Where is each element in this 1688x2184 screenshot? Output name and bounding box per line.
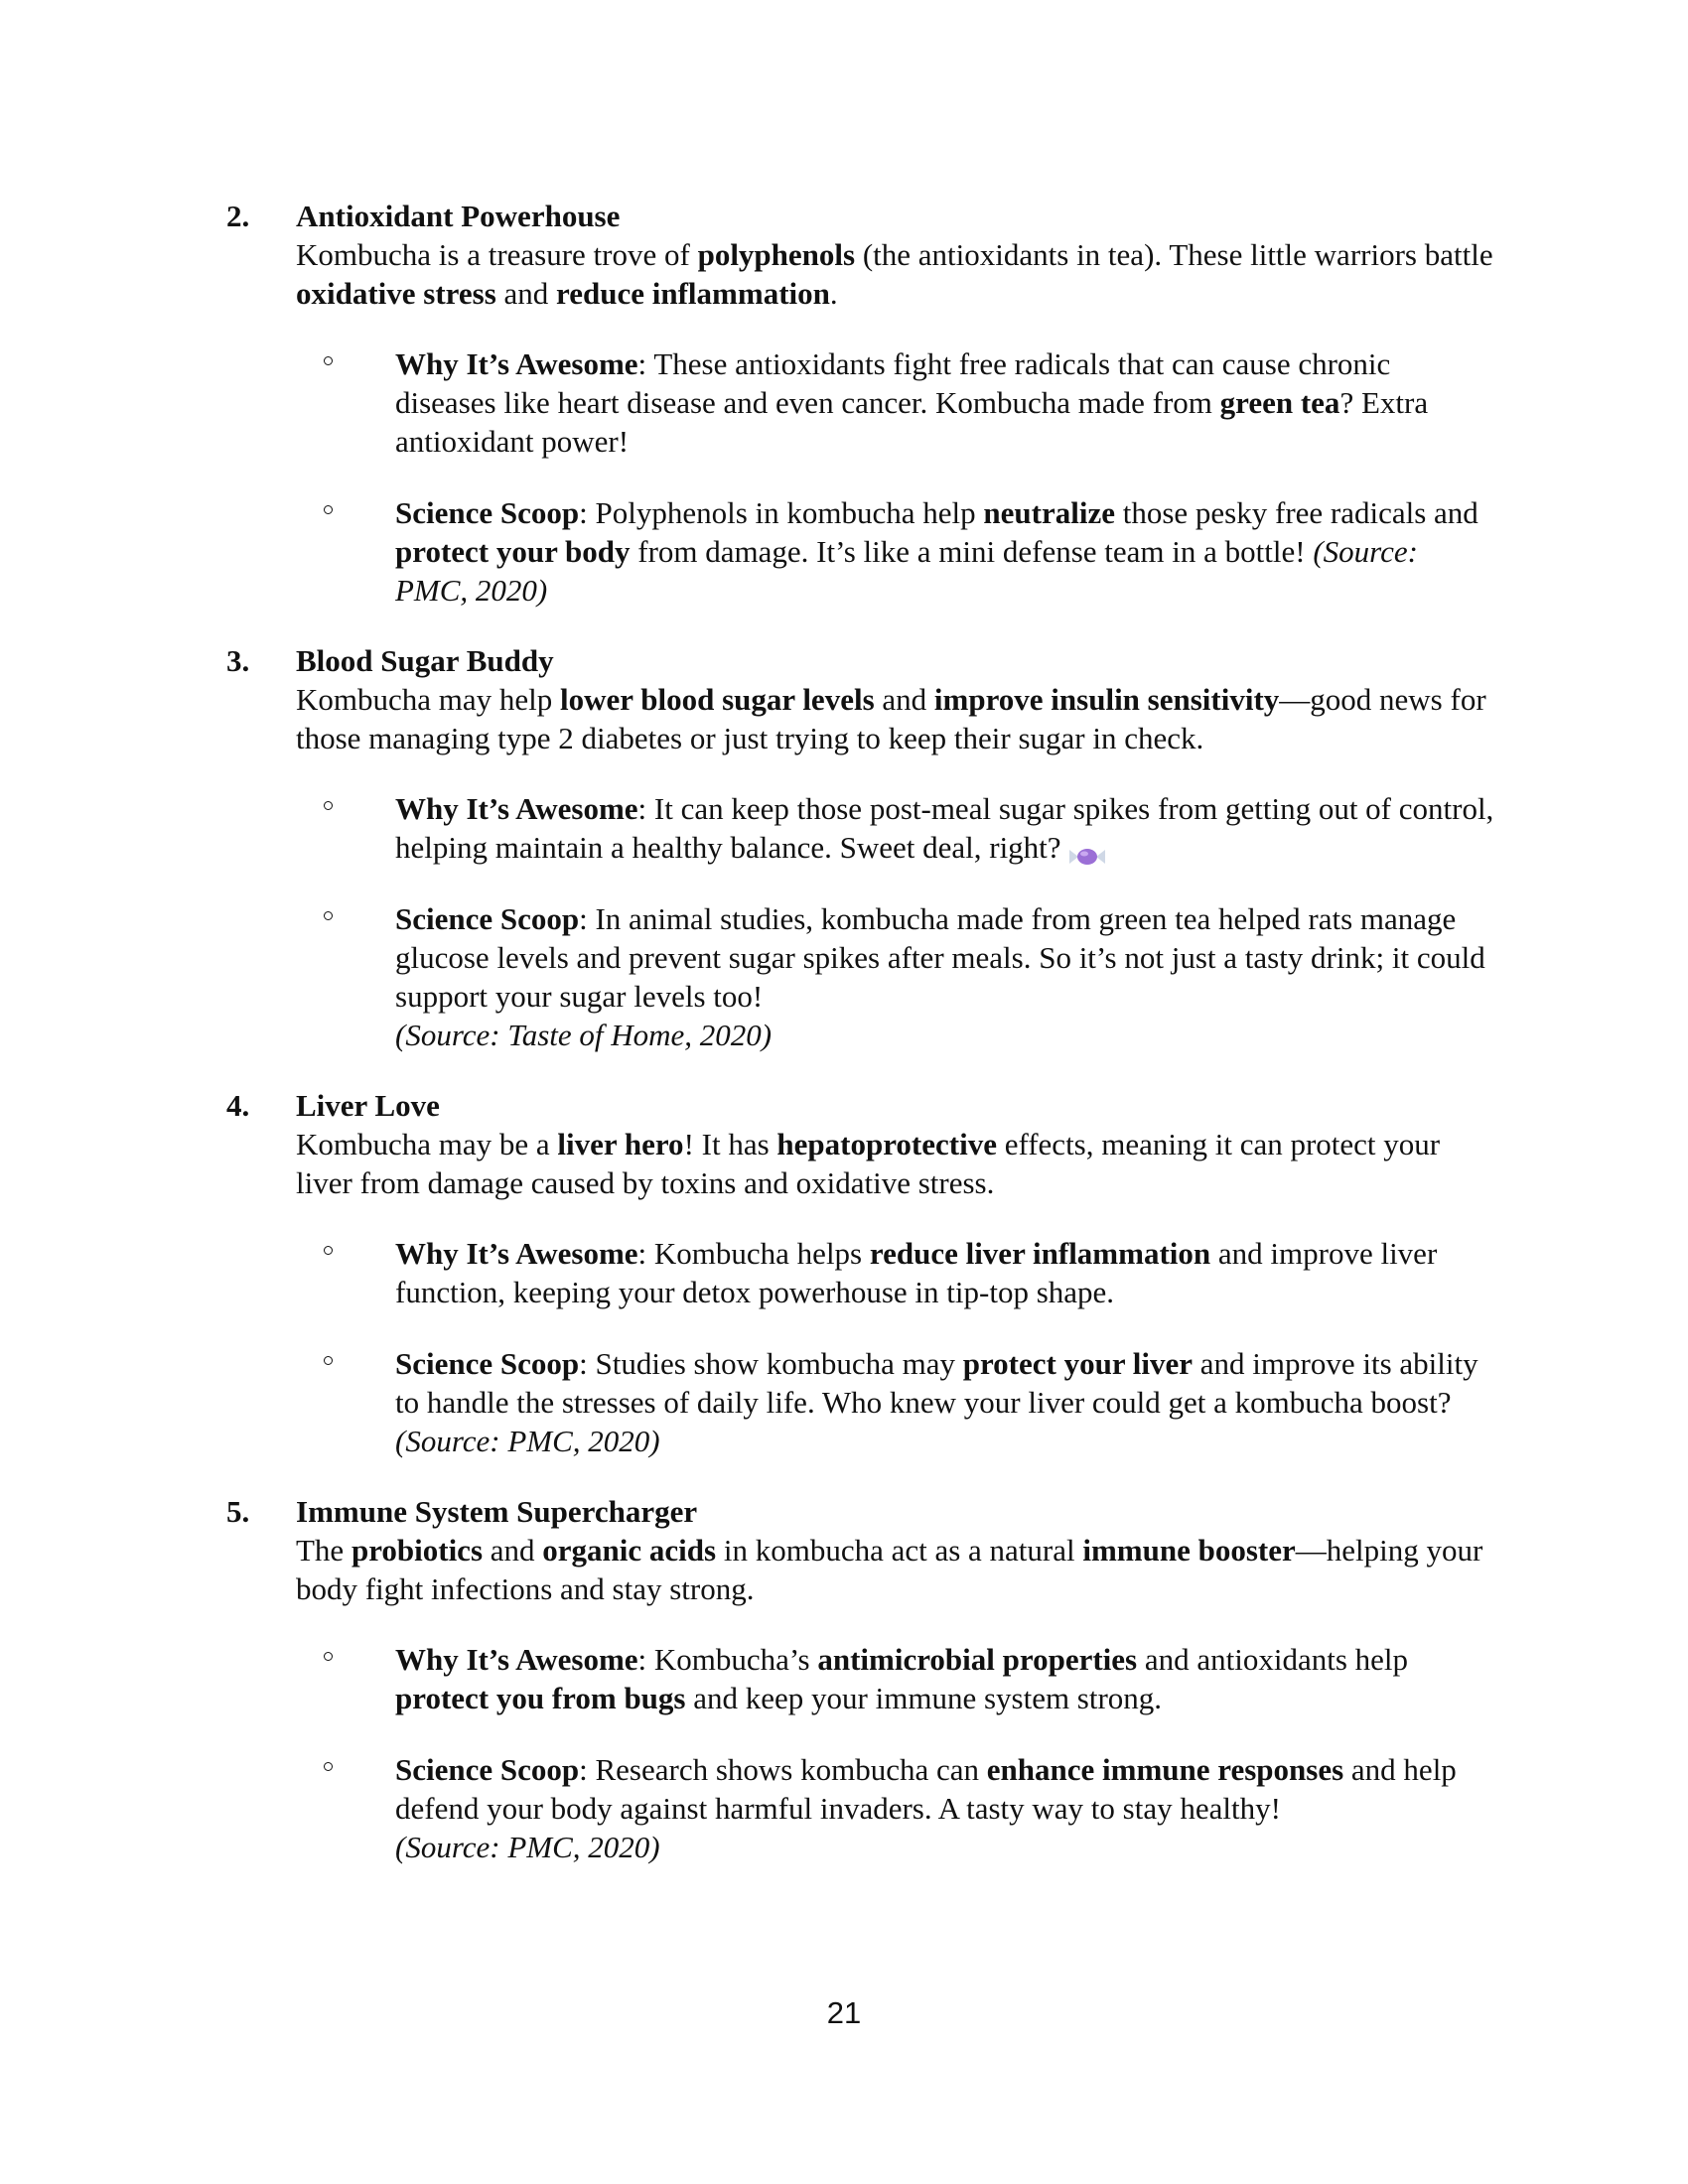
intro-bold: reduce inflammation: [556, 276, 830, 311]
intro-bold: hepatoprotective: [776, 1127, 997, 1161]
intro-text: and: [874, 682, 934, 717]
candy-icon: [1067, 838, 1107, 860]
bullet-bold: enhance immune responses: [986, 1752, 1344, 1787]
bullet-why-awesome: [395, 789, 1497, 867]
section-liver: [226, 1086, 1497, 1460]
intro-bold: organic acids: [542, 1533, 717, 1568]
bullet-bold: protect you from bugs: [395, 1681, 686, 1715]
intro-text: Kombucha may help: [296, 682, 561, 717]
intro-bold: oxidative stress: [296, 276, 496, 311]
intro-text: —good news for those managing type 2 diabetes or just trying to keep their sugar in check.: [296, 682, 1486, 755]
section-title: Immune System Supercharger: [296, 1494, 698, 1529]
intro-text: Kombucha may be a: [296, 1127, 558, 1161]
bullet-text: : Kombucha’s: [637, 1642, 818, 1677]
section-antioxidant: [226, 197, 1497, 610]
intro-bold: improve insulin sensitivity: [933, 682, 1280, 717]
section-title: Liver Love: [296, 1088, 440, 1123]
intro-text: ! It has: [683, 1127, 777, 1161]
bullet-text: and antioxidants help: [1137, 1642, 1409, 1677]
intro-bold: lower blood sugar levels: [560, 682, 875, 717]
bullet-label: Science Scoop: [395, 901, 580, 936]
bullet-bold: green tea: [1219, 385, 1340, 420]
section-blood-sugar: [226, 641, 1497, 1054]
section-number: 4.: [226, 1088, 250, 1123]
intro-text: in kombucha act as a natural: [716, 1533, 1083, 1568]
bullet-text: those pesky free radicals and: [1114, 495, 1478, 530]
section-intro: [296, 1531, 1497, 1608]
intro-bold: immune booster: [1082, 1533, 1296, 1568]
source-citation: (Source: PMC, 2020): [395, 534, 1418, 608]
bullet-label: Science Scoop: [395, 1752, 580, 1787]
section-number: 5.: [226, 1494, 250, 1529]
bullet-science-scoop: [395, 1344, 1497, 1460]
section-intro: [296, 680, 1497, 757]
bullet-bold: antimicrobial properties: [817, 1642, 1138, 1677]
intro-text: (the antioxidants in tea). These little warriors battle: [855, 237, 1493, 272]
bullet-text: ? Extra antioxidant power!: [395, 385, 1429, 459]
section-number: 3.: [226, 643, 250, 678]
bullet-text: and improve liver function, keeping your detox powerhouse in tip-top shape.: [395, 1236, 1438, 1309]
bullet-list: [226, 344, 1497, 610]
section-immune: [226, 1492, 1497, 1866]
bullet-label: Why It’s Awesome: [395, 1642, 638, 1677]
circle-bullet-icon: [324, 356, 333, 365]
bullet-bold: reduce liver inflammation: [869, 1236, 1211, 1271]
source-citation: (Source: Taste of Home, 2020): [395, 1018, 773, 1052]
bullet-list: [226, 1640, 1497, 1866]
section-intro: [296, 1125, 1497, 1202]
bullet-text: from damage. It’s like a mini defense team in a bottle!: [630, 534, 1314, 569]
bullet-text: and keep your immune system strong.: [685, 1681, 1163, 1715]
bullet-text: : Kombucha helps: [637, 1236, 870, 1271]
source-citation: (Source: PMC, 2020): [395, 1830, 660, 1864]
source-citation: (Source: PMC, 2020): [395, 1424, 660, 1458]
page-number: 21: [826, 1995, 862, 2030]
bullet-science-scoop: [395, 493, 1497, 610]
bullet-why-awesome: [395, 1640, 1497, 1717]
circle-bullet-icon: [324, 801, 333, 810]
bullet-list: [226, 1234, 1497, 1460]
intro-text: and: [483, 1533, 543, 1568]
circle-bullet-icon: [324, 1652, 333, 1661]
document-body: [226, 197, 1497, 1898]
bullet-label: Science Scoop: [395, 495, 580, 530]
section-intro: [296, 235, 1497, 313]
bullet-why-awesome: [395, 344, 1497, 461]
intro-text: .: [829, 276, 838, 311]
intro-bold: probiotics: [351, 1533, 484, 1568]
bullet-bold: protect your liver: [962, 1346, 1194, 1381]
intro-text: Kombucha is a treasure trove of: [296, 237, 698, 272]
bullet-label: Why It’s Awesome: [395, 346, 638, 381]
bullet-text: : Research shows kombucha can: [579, 1752, 987, 1787]
circle-bullet-icon: [324, 1762, 333, 1771]
intro-text: The: [296, 1533, 352, 1568]
intro-text: —helping your body fight infections and stay strong.: [296, 1533, 1483, 1606]
section-title: Antioxidant Powerhouse: [296, 199, 621, 233]
section-title: Blood Sugar Buddy: [296, 643, 554, 678]
section-body: [296, 1492, 1497, 1608]
bullet-list: [226, 789, 1497, 1054]
intro-text: effects, meaning it can protect your liver from damage caused by toxins and oxidative stress.: [296, 1127, 1441, 1200]
circle-bullet-icon: [324, 911, 333, 920]
bullet-bold: neutralize: [983, 495, 1115, 530]
circle-bullet-icon: [324, 505, 333, 514]
bullet-label: Science Scoop: [395, 1346, 580, 1381]
bullet-text: : These antioxidants fight free radicals that can cause chronic diseases like heart disease and even cancer. Kombucha made from: [395, 346, 1391, 420]
circle-bullet-icon: [324, 1246, 333, 1255]
section-body: [296, 197, 1497, 313]
bullet-text: and improve its ability to handle the stresses of daily life. Who knew your liver could get a kombucha boost?: [395, 1346, 1478, 1420]
bullet-label: Why It’s Awesome: [395, 1236, 638, 1271]
bullet-text: : Polyphenols in kombucha help: [579, 495, 984, 530]
circle-bullet-icon: [324, 1356, 333, 1365]
intro-bold: liver hero: [557, 1127, 684, 1161]
bullet-why-awesome: [395, 1234, 1497, 1311]
bullet-bold: protect your body: [395, 534, 631, 569]
section-body: [296, 1086, 1497, 1202]
bullet-label: Why It’s Awesome: [395, 791, 638, 826]
bullet-text: : It can keep those post-meal sugar spikes from getting out of control, helping maintain a healthy balance. Sweet deal, right?: [395, 791, 1494, 865]
section-body: [296, 641, 1497, 757]
bullet-text: and help defend your body against harmful invaders. A tasty way to stay healthy!: [395, 1752, 1457, 1826]
intro-bold: polyphenols: [697, 237, 856, 272]
bullet-text: : In animal studies, kombucha made from green tea helped rats manage glucose levels and prevent sugar spikes after meals. So it’s not just a tasty drink; it could support your sugar levels too!: [395, 901, 1485, 1014]
bullet-science-scoop: [395, 1750, 1497, 1866]
intro-text: and: [495, 276, 557, 311]
section-number: 2.: [226, 199, 250, 233]
bullet-science-scoop: [395, 899, 1497, 1054]
bullet-text: : Studies show kombucha may: [579, 1346, 963, 1381]
